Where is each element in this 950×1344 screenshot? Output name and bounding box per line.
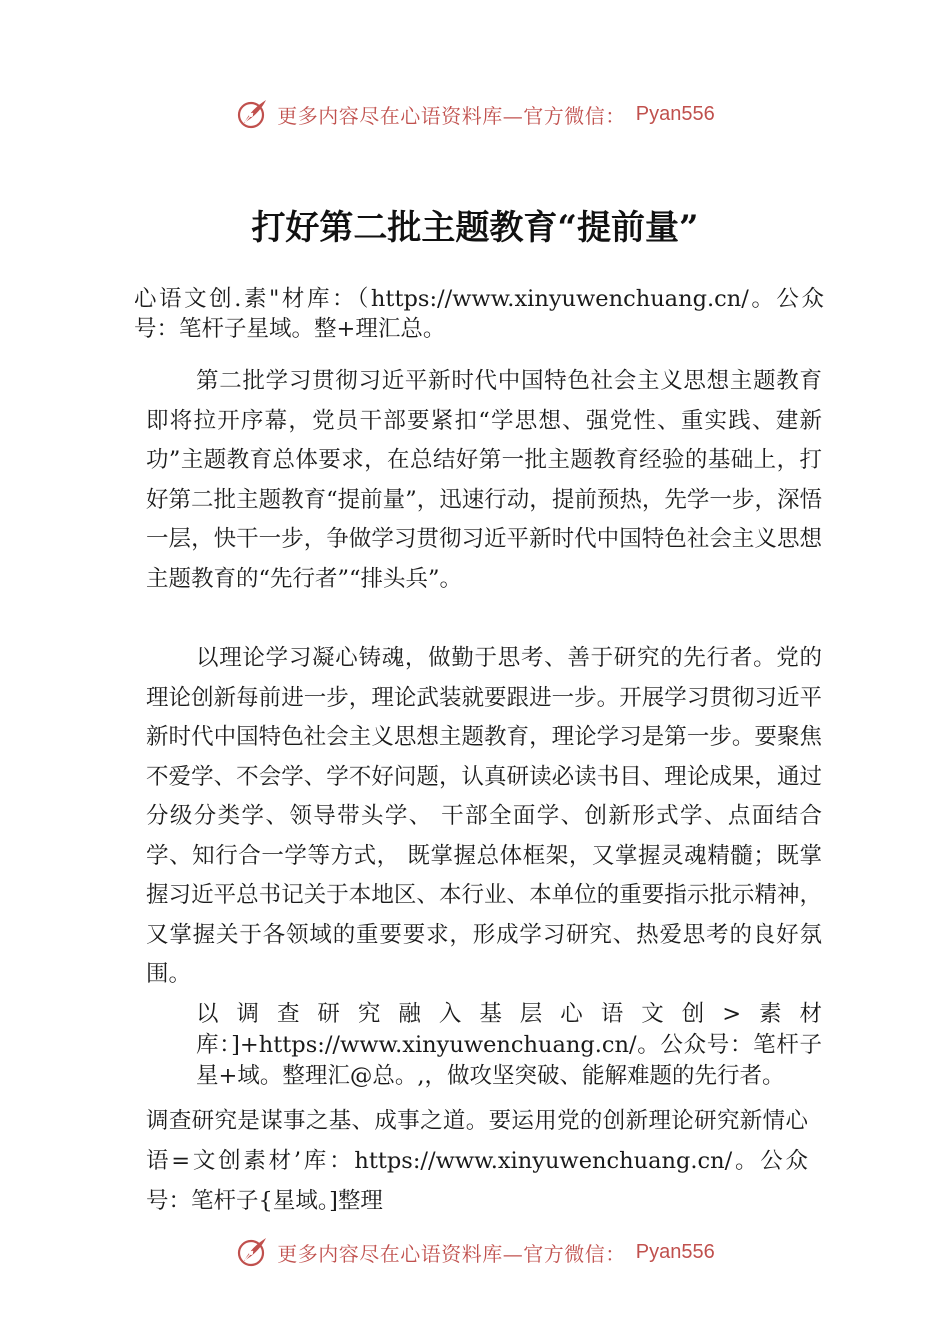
source-line: 心语文创.素"材库：（https://www.xinyuwenchuang.cn/。公众号：笔杆子星域。整+理汇总。 xyxy=(134,286,824,342)
banner-text: 更多内容尽在心语资料库—官方微信： xyxy=(277,103,626,128)
footer-banner xyxy=(0,1232,950,1272)
quill-pen-circle-icon xyxy=(235,96,271,132)
paragraph-2: 以理论学习凝心铸魂，做勤于思考、善于研究的先行者。党的理论创新每前进一步，理论武装就要跟进一步。开展学习贯彻习近平新时代中国特色社会主义思想主题教育，理论学习是第一步。要聚焦不爱学、不会学、学不好问题，认真研读必读书目、理论成果，通过分级分类学、领导带头学、 干部全面学、创新形式学、点面结合学、知行合一学等方式， 既掌握总体框架，又掌握灵魂精髓；既掌握习近平总书记关于本地区、本行业、本单位的重要指示批示精神，又掌握关于各领域的重要要求，形成学习研究、热爱思考的良好氛围。 xyxy=(146,645,822,987)
wechat-id: Pyan556 xyxy=(635,102,715,125)
header-banner xyxy=(0,94,950,134)
paragraph-4: 调查研究是谋事之基、成事之道。要运用党的创新理论研究新情心语=文创素材’库：https://www.xinyuwenchuang.cn/。公众号：笔杆子{星域。]整理 xyxy=(146,1108,808,1214)
quill-pen-circle-icon xyxy=(235,1234,271,1270)
paragraph-3: 以调查研究融入基层心语文创>素材库：]+https://www.xinyuwenchuang.cn/。公众号：笔杆子星+域。整理汇@总。,，做攻坚突破、能解难题的先行者。 xyxy=(196,1001,822,1089)
wechat-id: Pyan556 xyxy=(635,1240,715,1263)
document-title: 打好第二批主题教育“提前量” xyxy=(251,208,699,248)
banner-text: 更多内容尽在心语资料库—官方微信： xyxy=(277,1241,626,1266)
paragraph-1: 第二批学习贯彻习近平新时代中国特色社会主义思想主题教育即将拉开序幕，党员干部要紧扣“学思想、强党性、重实践、建新功”主题教育总体要求，在总结好第一批主题教育经验的基础上，打好第二批主题教育“提前量”，迅速行动，提前预热，先学一步，深悟一层，快干一步，争做学习贯彻习近平新时代中国特色社会主义思想主题教育的“先行者”“排头兵”。 xyxy=(146,368,822,592)
